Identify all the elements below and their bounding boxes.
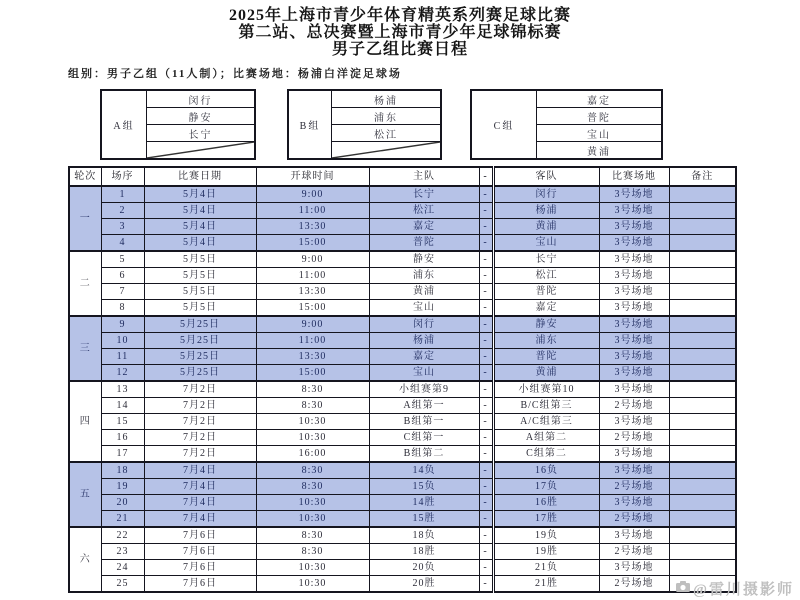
- kickoff-time-cell: 9:00: [256, 251, 369, 268]
- kickoff-time-cell: 13:30: [256, 284, 369, 300]
- vs-cell: -: [479, 446, 493, 463]
- kickoff-time-cell: 10:30: [256, 495, 369, 511]
- home-team-cell: A组第一: [369, 398, 479, 414]
- date-cell: 7月2日: [144, 414, 256, 430]
- home-team-cell: 闵行: [369, 316, 479, 333]
- header-home: 主队: [369, 167, 479, 186]
- match-row: [69, 300, 736, 317]
- note-cell: [669, 316, 736, 333]
- schedule-header: [69, 167, 736, 186]
- group-team-name: 松江: [332, 125, 442, 142]
- match-no-cell: 24: [101, 560, 144, 576]
- note-cell: [669, 511, 736, 528]
- kickoff-time-cell: 8:30: [256, 479, 369, 495]
- home-team-cell: 嘉定: [369, 349, 479, 365]
- kickoff-time-cell: 8:30: [256, 381, 369, 398]
- match-no-cell: 9: [101, 316, 144, 333]
- away-team-cell: 松江: [493, 268, 599, 284]
- kickoff-time-cell: 10:30: [256, 511, 369, 528]
- match-row: [69, 219, 736, 235]
- away-team-cell: A组第二: [493, 430, 599, 446]
- date-cell: 5月5日: [144, 284, 256, 300]
- match-no-cell: 14: [101, 398, 144, 414]
- date-cell: 5月5日: [144, 268, 256, 284]
- vs-cell: -: [479, 398, 493, 414]
- kickoff-time-cell: 9:00: [256, 186, 369, 203]
- kickoff-time-cell: 11:00: [256, 203, 369, 219]
- empty-diagonal-cell: [332, 142, 442, 160]
- schedule-header-row: [69, 167, 736, 186]
- kickoff-time-cell: 8:30: [256, 527, 369, 544]
- home-team-cell: B组第一: [369, 414, 479, 430]
- group-team-name: 嘉定: [537, 90, 663, 108]
- home-team-cell: 松江: [369, 203, 479, 219]
- group-label: A组: [101, 90, 147, 159]
- home-team-cell: B组第二: [369, 446, 479, 463]
- away-team-cell: 静安: [493, 316, 599, 333]
- match-row: [69, 527, 736, 544]
- away-team-cell: 黄浦: [493, 365, 599, 382]
- group-and-venue-info: 组别：男子乙组（11人制）；比赛场地：杨浦白洋淀足球场: [68, 68, 402, 80]
- away-team-cell: 19负: [493, 527, 599, 544]
- note-cell: [669, 560, 736, 576]
- header-kickoff: 开球时间: [256, 167, 369, 186]
- note-cell: [669, 333, 736, 349]
- date-cell: 5月25日: [144, 316, 256, 333]
- date-cell: 7月6日: [144, 576, 256, 593]
- away-team-cell: 杨浦: [493, 203, 599, 219]
- date-cell: 5月25日: [144, 349, 256, 365]
- home-team-cell: 宝山: [369, 365, 479, 382]
- group-table-c: [470, 89, 663, 160]
- round-number-cell: 四: [69, 381, 101, 462]
- match-no-cell: 25: [101, 576, 144, 593]
- vs-cell: -: [479, 268, 493, 284]
- watermark: [676, 578, 794, 599]
- vs-cell: -: [479, 333, 493, 349]
- vs-cell: -: [479, 544, 493, 560]
- match-row: [69, 251, 736, 268]
- header-round: 轮次: [69, 167, 101, 186]
- group-row: [101, 90, 255, 108]
- header-note: 备注: [669, 167, 736, 186]
- home-team-cell: 18负: [369, 527, 479, 544]
- kickoff-time-cell: 8:30: [256, 462, 369, 479]
- group-team-name: 普陀: [537, 108, 663, 125]
- match-no-cell: 15: [101, 414, 144, 430]
- vs-cell: -: [479, 511, 493, 528]
- kickoff-time-cell: 10:30: [256, 560, 369, 576]
- away-team-cell: 嘉定: [493, 300, 599, 317]
- schedule-table: [68, 166, 737, 593]
- home-team-cell: 小组赛第9: [369, 381, 479, 398]
- match-no-cell: 22: [101, 527, 144, 544]
- match-no-cell: 23: [101, 544, 144, 560]
- title-line-1: 2025年上海市青少年体育精英系列赛足球比赛: [228, 7, 571, 24]
- away-team-cell: 小组赛第10: [493, 381, 599, 398]
- match-no-cell: 16: [101, 430, 144, 446]
- vs-cell: -: [479, 300, 493, 317]
- kickoff-time-cell: 16:00: [256, 446, 369, 463]
- match-row: [69, 462, 736, 479]
- vs-cell: -: [479, 576, 493, 593]
- match-no-cell: 6: [101, 268, 144, 284]
- match-row: [69, 495, 736, 511]
- document-title-block: [0, 0, 800, 58]
- venue-cell: 3号场地: [599, 300, 669, 317]
- date-cell: 5月4日: [144, 203, 256, 219]
- empty-diagonal-cell: [147, 142, 256, 160]
- vs-cell: -: [479, 479, 493, 495]
- venue-cell: 2号场地: [599, 479, 669, 495]
- date-cell: 7月2日: [144, 398, 256, 414]
- round-number-cell: 三: [69, 316, 101, 381]
- home-team-cell: 18胜: [369, 544, 479, 560]
- venue-cell: 2号场地: [599, 398, 669, 414]
- date-cell: 7月4日: [144, 511, 256, 528]
- kickoff-time-cell: 11:00: [256, 268, 369, 284]
- match-row: [69, 414, 736, 430]
- title-line-2: 第二站、总决赛暨上海市青少年足球锦标赛: [238, 24, 562, 41]
- match-row: [69, 333, 736, 349]
- match-row: [69, 560, 736, 576]
- group-row: [288, 90, 441, 108]
- schedule-body: [69, 186, 736, 592]
- away-team-cell: 17负: [493, 479, 599, 495]
- venue-cell: 3号场地: [599, 284, 669, 300]
- diagonal-line: [332, 142, 440, 158]
- note-cell: [669, 446, 736, 463]
- home-team-cell: 浦东: [369, 268, 479, 284]
- group-label: B组: [288, 90, 332, 159]
- group-team-name: 长宁: [147, 125, 256, 142]
- kickoff-time-cell: 9:00: [256, 316, 369, 333]
- header-date: 比赛日期: [144, 167, 256, 186]
- round-number-cell: 二: [69, 251, 101, 316]
- home-team-cell: 静安: [369, 251, 479, 268]
- match-no-cell: 3: [101, 219, 144, 235]
- date-cell: 7月6日: [144, 527, 256, 544]
- date-cell: 5月4日: [144, 186, 256, 203]
- vs-cell: -: [479, 560, 493, 576]
- venue-cell: 2号场地: [599, 576, 669, 593]
- kickoff-time-cell: 11:00: [256, 333, 369, 349]
- away-team-cell: 宝山: [493, 235, 599, 252]
- away-team-cell: 17胜: [493, 511, 599, 528]
- match-row: [69, 479, 736, 495]
- group-team-name: 宝山: [537, 125, 663, 142]
- match-row: [69, 511, 736, 528]
- note-cell: [669, 462, 736, 479]
- kickoff-time-cell: 13:30: [256, 349, 369, 365]
- home-team-cell: 15负: [369, 479, 479, 495]
- watermark-text: @雷川摄影师: [693, 582, 794, 598]
- match-row: [69, 398, 736, 414]
- match-row: [69, 235, 736, 252]
- away-team-cell: 16负: [493, 462, 599, 479]
- note-cell: [669, 398, 736, 414]
- home-team-cell: 黄浦: [369, 284, 479, 300]
- match-row: [69, 186, 736, 203]
- group-row: [471, 90, 662, 108]
- vs-cell: -: [479, 381, 493, 398]
- date-cell: 5月25日: [144, 365, 256, 382]
- venue-cell: 3号场地: [599, 446, 669, 463]
- match-no-cell: 19: [101, 479, 144, 495]
- title-line-3: 男子乙组比赛日程: [331, 41, 468, 58]
- venue-cell: 3号场地: [599, 560, 669, 576]
- vs-cell: -: [479, 414, 493, 430]
- note-cell: [669, 414, 736, 430]
- home-team-cell: 宝山: [369, 300, 479, 317]
- vs-cell: -: [479, 527, 493, 544]
- note-cell: [669, 284, 736, 300]
- group-team-name: 杨浦: [332, 90, 442, 108]
- home-team-cell: 20胜: [369, 576, 479, 593]
- venue-cell: 2号场地: [599, 544, 669, 560]
- match-row: [69, 316, 736, 333]
- date-cell: 7月2日: [144, 430, 256, 446]
- vs-cell: -: [479, 430, 493, 446]
- group-team-name: 闵行: [147, 90, 256, 108]
- vs-cell: -: [479, 365, 493, 382]
- home-team-cell: 嘉定: [369, 219, 479, 235]
- away-team-cell: 闵行: [493, 186, 599, 203]
- date-cell: 5月25日: [144, 333, 256, 349]
- group-team-name: 浦东: [332, 108, 442, 125]
- match-no-cell: 13: [101, 381, 144, 398]
- venue-cell: 3号场地: [599, 495, 669, 511]
- note-cell: [669, 186, 736, 203]
- home-team-cell: 20负: [369, 560, 479, 576]
- group-team-name: 静安: [147, 108, 256, 125]
- kickoff-time-cell: 10:30: [256, 414, 369, 430]
- match-no-cell: 11: [101, 349, 144, 365]
- kickoff-time-cell: 8:30: [256, 398, 369, 414]
- vs-cell: -: [479, 219, 493, 235]
- match-row: [69, 349, 736, 365]
- note-cell: [669, 349, 736, 365]
- diagonal-line: [147, 142, 254, 158]
- home-team-cell: 长宁: [369, 186, 479, 203]
- group-label: C组: [471, 90, 537, 159]
- match-row: [69, 365, 736, 382]
- venue-cell: 3号场地: [599, 414, 669, 430]
- match-no-cell: 17: [101, 446, 144, 463]
- match-no-cell: 4: [101, 235, 144, 252]
- note-cell: [669, 365, 736, 382]
- group-table-b: [287, 89, 442, 160]
- vs-cell: -: [479, 284, 493, 300]
- venue-cell: 3号场地: [599, 203, 669, 219]
- kickoff-time-cell: 10:30: [256, 430, 369, 446]
- note-cell: [669, 300, 736, 317]
- vs-cell: -: [479, 349, 493, 365]
- kickoff-time-cell: 15:00: [256, 365, 369, 382]
- round-number-cell: 六: [69, 527, 101, 592]
- note-cell: [669, 251, 736, 268]
- away-team-cell: 浦东: [493, 333, 599, 349]
- match-no-cell: 1: [101, 186, 144, 203]
- away-team-cell: 普陀: [493, 284, 599, 300]
- note-cell: [669, 381, 736, 398]
- vs-cell: -: [479, 235, 493, 252]
- note-cell: [669, 430, 736, 446]
- camera-icon: [676, 580, 690, 597]
- header-match-no: 场序: [101, 167, 144, 186]
- vs-cell: -: [479, 316, 493, 333]
- home-team-cell: 杨浦: [369, 333, 479, 349]
- kickoff-time-cell: 15:00: [256, 235, 369, 252]
- venue-cell: 3号场地: [599, 365, 669, 382]
- date-cell: 7月2日: [144, 381, 256, 398]
- match-row: [69, 430, 736, 446]
- date-cell: 7月4日: [144, 495, 256, 511]
- away-team-cell: B/C组第三: [493, 398, 599, 414]
- vs-cell: -: [479, 495, 493, 511]
- date-cell: 7月6日: [144, 544, 256, 560]
- note-cell: [669, 235, 736, 252]
- match-no-cell: 21: [101, 511, 144, 528]
- note-cell: [669, 544, 736, 560]
- date-cell: 7月6日: [144, 560, 256, 576]
- date-cell: 5月5日: [144, 251, 256, 268]
- away-team-cell: 19胜: [493, 544, 599, 560]
- vs-cell: -: [479, 203, 493, 219]
- note-cell: [669, 268, 736, 284]
- venue-cell: 3号场地: [599, 251, 669, 268]
- match-no-cell: 8: [101, 300, 144, 317]
- header-vs: -: [479, 167, 493, 186]
- group-table-a: [100, 89, 256, 160]
- kickoff-time-cell: 15:00: [256, 300, 369, 317]
- away-team-cell: 普陀: [493, 349, 599, 365]
- date-cell: 5月4日: [144, 219, 256, 235]
- match-row: [69, 284, 736, 300]
- away-team-cell: 16胜: [493, 495, 599, 511]
- note-cell: [669, 203, 736, 219]
- venue-cell: 3号场地: [599, 186, 669, 203]
- away-team-cell: 21胜: [493, 576, 599, 593]
- date-cell: 7月4日: [144, 479, 256, 495]
- match-row: [69, 381, 736, 398]
- note-cell: [669, 495, 736, 511]
- venue-cell: 3号场地: [599, 349, 669, 365]
- venue-cell: 3号场地: [599, 462, 669, 479]
- match-no-cell: 5: [101, 251, 144, 268]
- home-team-cell: 15胜: [369, 511, 479, 528]
- away-team-cell: 长宁: [493, 251, 599, 268]
- kickoff-time-cell: 13:30: [256, 219, 369, 235]
- venue-cell: 3号场地: [599, 268, 669, 284]
- match-row: [69, 544, 736, 560]
- round-number-cell: 一: [69, 186, 101, 251]
- home-team-cell: C组第一: [369, 430, 479, 446]
- match-no-cell: 2: [101, 203, 144, 219]
- date-cell: 5月4日: [144, 235, 256, 252]
- venue-cell: 3号场地: [599, 333, 669, 349]
- note-cell: [669, 219, 736, 235]
- group-tables-row: [0, 89, 800, 160]
- vs-cell: -: [479, 251, 493, 268]
- away-team-cell: C组第二: [493, 446, 599, 463]
- match-no-cell: 10: [101, 333, 144, 349]
- header-venue: 比赛场地: [599, 167, 669, 186]
- match-row: [69, 203, 736, 219]
- venue-cell: 3号场地: [599, 527, 669, 544]
- match-row: [69, 268, 736, 284]
- away-team-cell: 黄浦: [493, 219, 599, 235]
- away-team-cell: A/C组第三: [493, 414, 599, 430]
- home-team-cell: 普陀: [369, 235, 479, 252]
- header-away: 客队: [493, 167, 599, 186]
- note-cell: [669, 479, 736, 495]
- away-team-cell: 21负: [493, 560, 599, 576]
- round-number-cell: 五: [69, 462, 101, 527]
- vs-cell: -: [479, 462, 493, 479]
- date-cell: 7月2日: [144, 446, 256, 463]
- venue-cell: 3号场地: [599, 219, 669, 235]
- date-cell: 7月4日: [144, 462, 256, 479]
- date-cell: 5月5日: [144, 300, 256, 317]
- venue-cell: 3号场地: [599, 316, 669, 333]
- kickoff-time-cell: 8:30: [256, 544, 369, 560]
- vs-cell: -: [479, 186, 493, 203]
- home-team-cell: 14负: [369, 462, 479, 479]
- home-team-cell: 14胜: [369, 495, 479, 511]
- match-no-cell: 20: [101, 495, 144, 511]
- venue-cell: 3号场地: [599, 381, 669, 398]
- note-cell: [669, 527, 736, 544]
- group-team-name: 黄浦: [537, 142, 663, 160]
- match-no-cell: 12: [101, 365, 144, 382]
- match-no-cell: 7: [101, 284, 144, 300]
- match-no-cell: 18: [101, 462, 144, 479]
- venue-cell: 2号场地: [599, 430, 669, 446]
- venue-cell: 2号场地: [599, 511, 669, 528]
- match-row: [69, 576, 736, 593]
- match-row: [69, 446, 736, 463]
- kickoff-time-cell: 10:30: [256, 576, 369, 593]
- venue-cell: 3号场地: [599, 235, 669, 252]
